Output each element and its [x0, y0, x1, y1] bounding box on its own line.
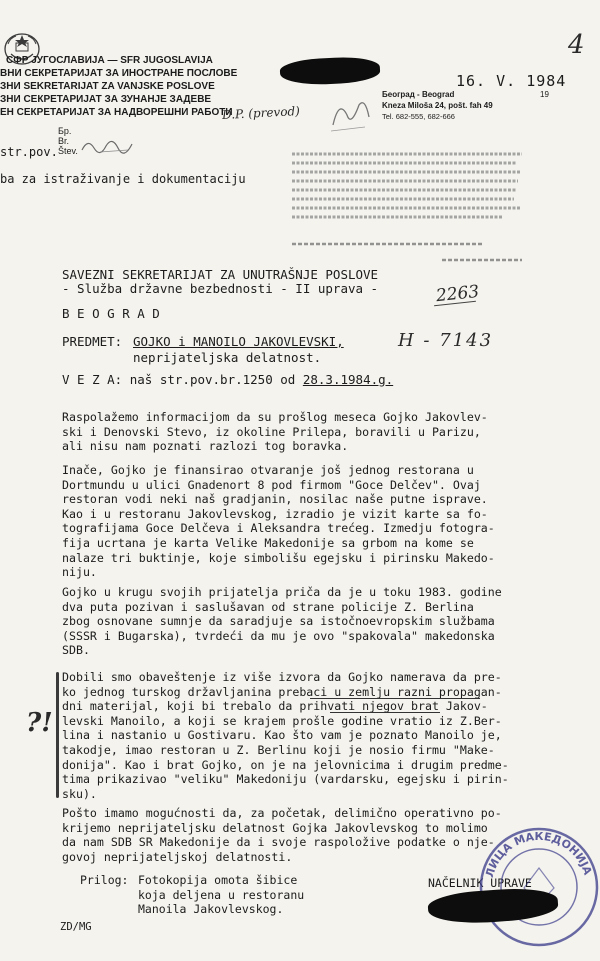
paragraph-line: krijemo neprijateljsku delatnost Gojka Jakovlevskog to molimo: [62, 820, 488, 835]
paragraph: [62, 670, 509, 801]
enclosure-text: [138, 873, 304, 917]
paragraph-line: sku).: [62, 786, 97, 801]
paragraph-line: Inače, Gojko je finansirao otvaranje još jednog restorana u: [62, 463, 474, 477]
subject-line: GOJKO i MANOILO JAKOVLEVSKI,: [133, 334, 344, 349]
paragraph-line: zbog osnovane sumnje da saradjuje sa istočnoevropskim službama: [62, 614, 495, 629]
header-line: СФР ЈУГОСЛАВИЈА — SFR JUGOSLAVIJA: [6, 55, 213, 66]
ref-label: Br.: [58, 136, 70, 146]
paragraph: [62, 410, 488, 454]
reference-line: [62, 372, 393, 387]
signature-title: NAČELNIK UPRAVE: [428, 876, 532, 890]
paragraph-line: restoran vodi neki naš gradjanin, nosilac naše putne isprave.: [62, 492, 488, 507]
faded-stamp-block-icon: [292, 150, 532, 230]
paragraph-line: lina i nastanio u Gostivaru. Kao što vam je poznato Manoilo je,: [62, 728, 502, 743]
enclosure-line: Fotokopija omota šibice: [138, 873, 298, 887]
paragraph-line: Dobili smo obaveštenje iz više izvora da Gojko namerava da pre-: [62, 670, 502, 684]
margin-bracket: [56, 672, 59, 798]
paragraph-line: govoj neprijateljskoj delatnosti.: [62, 849, 293, 864]
paragraph-line: Gojko u krugu svojih prijatelja priča da je u toku 1983. godine: [62, 585, 502, 599]
paragraph-line: ski i Denovski Stevo, iz okoline Prilepa, boravili u Parizu,: [62, 424, 481, 439]
paragraph-line: fija ucrtana je karta Velike Makedonije sa grbom na kome se: [62, 535, 474, 550]
handwritten-code: H - 7143: [398, 330, 494, 351]
paragraph-line: donija". Kao i brat Gojko, on je na jelovnicima i drugim predme-: [62, 757, 509, 772]
paragraph: [62, 806, 502, 864]
paragraph-line: dva puta pozivan i saslušavan od strane policije Z. Berlina: [62, 599, 474, 614]
paragraph-line: Kao i u restoranu Jakovlevskog, izradio je vizit karte sa fo-: [62, 506, 488, 521]
reference-labels: [58, 126, 78, 156]
paragraph-line: niju.: [62, 565, 97, 580]
stamp-text: ЛИЦА МАКЕДОНИЈА: [483, 829, 595, 880]
reference-text: naš str.pov.br.1250 od: [129, 372, 296, 387]
paragraph-line: dni materijal, koji bi trebalo da prihvati njegov brat Jakov-: [62, 699, 488, 714]
header-line: ЗНИ СЕКРЕТАРИЈАТ ЗА ЗУНАНЈЕ ЗАДЕВЕ: [0, 94, 212, 105]
ref-label: Бр.: [58, 126, 72, 136]
paragraph-line: Pošto imamo mogućnosti da, za početak, delimično operativno po-: [62, 806, 502, 820]
paragraph-line: (SSSR i Bugarska), tvrdeći da mu je ovo "spakovala" makedonska: [62, 628, 495, 643]
city-line: Београд - Beograd: [382, 90, 455, 99]
paragraph-line: ali nisu nam poznati razlozi tog boravka.: [62, 439, 349, 454]
official-stamp-icon: [478, 826, 600, 948]
svg-text:ЛИЦА МАКЕДОНИЈА: [483, 830, 594, 879]
address-line: Kneza Miloša 24, pošt. fah 49: [382, 101, 493, 110]
header-line: ВНИ СЕКРЕТАРИЈАТ ЗА ИНОСТРАНЕ ПОСЛОВЕ: [0, 68, 238, 79]
recipient-city: B E O G R A D: [62, 306, 160, 321]
paragraph-line: tografijama Goce Delčeva i Aleksandra trećeg. Izmedju fotogra-: [62, 521, 495, 536]
reference-label: V E Z A:: [62, 372, 123, 387]
recipient-name: SAVEZNI SEKRETARIJAT ZA UNUTRAŠNJE POSLOVE: [62, 267, 379, 282]
handwritten-scribble-icon: [80, 132, 140, 160]
enclosure-label: Prilog:: [80, 873, 129, 887]
subject-label: PREDMET:: [62, 334, 123, 349]
paragraph-line: nalaze tri buktinje, koje simbolišu egejsku i pirinsku Makedo-: [62, 550, 495, 565]
header-line: ЗНИ SEKRETARIJAT ZA VANJSKE POSLOVE: [0, 81, 215, 92]
paragraph-line: levski Manoilo, a koji se krajem prošle godine vratio iz Z.Ber-: [62, 713, 502, 728]
subject-description: neprijateljska delatnost.: [133, 350, 322, 365]
paragraph-line: Raspolažemo informacijom da su prošlog meseca Gojko Jakovlev-: [62, 410, 488, 424]
faded-stamp-line-icon: [292, 240, 532, 270]
date-stamp: 16. V. 1984: [456, 72, 567, 90]
handwritten-reference: D.P. (prevod): [221, 103, 301, 123]
handwritten-number: 2263: [435, 281, 481, 307]
reference-date: 28.3.1984.g.: [302, 372, 394, 387]
handwritten-mark-icon: [325, 95, 375, 135]
paragraph-line: SDB.: [62, 643, 90, 658]
phone-line: Tel. 682-555, 682-666: [382, 112, 455, 121]
ref-label: Štev.: [58, 146, 78, 156]
enclosure-line: koja deljena u restoranu: [138, 887, 305, 902]
enclosure-line: Manoila Jakovlevskog.: [138, 902, 284, 916]
paragraph-line: da nam SDB SR Makedonije da i svoje raspoložive podatke o nje-: [62, 835, 495, 850]
paragraph: [62, 585, 502, 658]
paragraph-line: ko jednog turskog državljanina prebaci u zemlju razni propagan-: [62, 684, 502, 699]
redaction-mark: [279, 55, 380, 86]
header-line: ЕН СЕКРЕТАРИЈАТ ЗА НАДВОРЕШНИ РАБОТИ: [0, 107, 233, 118]
paragraph-line: tima prikazivao "veliku" Makedoniju (vardarsku, egejsku i pirin-: [62, 772, 509, 787]
year-fragment: 19: [540, 90, 549, 99]
margin-annotation: ?!: [26, 708, 53, 738]
recipient-department: - Služba državne bezbednosti - II uprava -: [62, 281, 379, 296]
paragraph-line: takodje, imao restoran u Z. Berlinu koji je nosio firmu "Make-: [62, 742, 495, 757]
page-number: 4: [568, 30, 585, 60]
paragraph: [62, 463, 495, 580]
paragraph-line: Dortmundu u ulici Gnadenort 8 pod firmom "Goce Delčev". Ovaj: [62, 477, 481, 492]
handwritten-underline: [330, 712, 440, 713]
ministry-header: [0, 54, 237, 119]
service-name: ba za istraživanje i dokumentaciju: [0, 172, 246, 186]
handwritten-underline: [310, 698, 480, 699]
str-pov-label: str.pov.: [0, 145, 58, 159]
initials: ZD/MG: [60, 921, 92, 933]
